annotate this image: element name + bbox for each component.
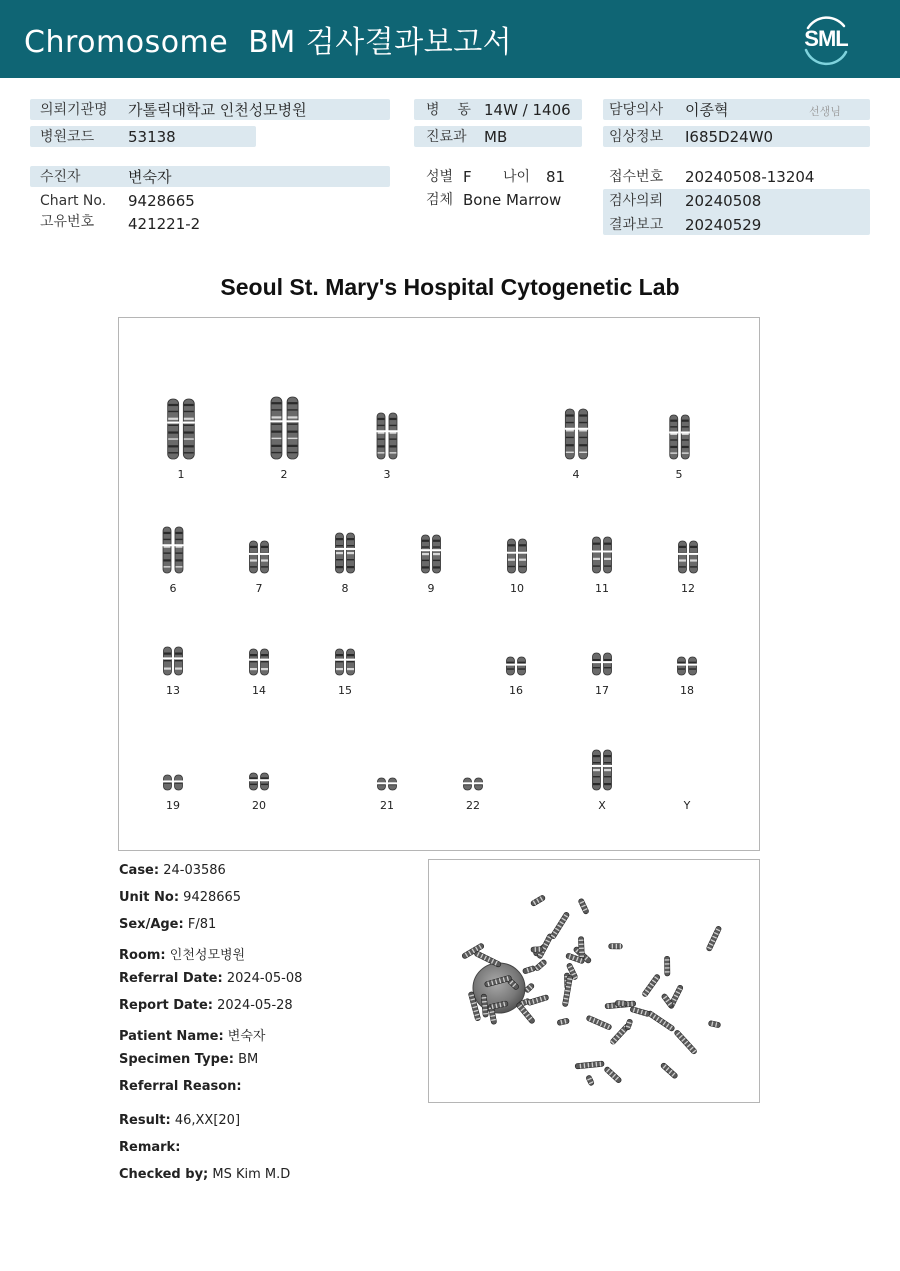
department-value: MB [484,128,508,146]
chromosome-label-15: 15 [338,684,352,697]
chart-no-value: 9428665 [128,192,195,210]
unit-no-row [119,890,241,905]
chromosome-label-17: 17 [595,684,609,697]
remark-row [119,1140,180,1155]
unit-no-label: Unit No: [119,890,180,905]
institution-value: 가톨릭대학교 인천성모병원 [128,101,307,119]
chromosome-pair-18 [675,656,699,676]
karyogram-panel [118,317,760,851]
result-label: Result: [119,1113,171,1128]
lab-title: Seoul St. Mary's Hospital Cytogenetic Lab [220,274,680,300]
case-row [119,863,226,878]
specimen-label: 검체 [426,192,454,208]
chromosome-label-6: 6 [169,582,177,595]
department-label: 진료과 [426,129,467,145]
chromosome-label-21: 21 [380,799,394,812]
patient-name-row [119,1025,265,1044]
chromosome-pair-21 [375,777,399,791]
report-title: Chromosome BM 검사결과보고서 [24,25,513,60]
specimen-value: Bone Marrow [463,191,562,209]
doctor-value: 이종혁 [685,101,729,119]
chromosome-label-10: 10 [510,582,524,595]
patient-label: 수진자 [40,169,81,185]
chromosome-pair-17 [590,652,614,676]
request-value: 20240508 [685,192,762,210]
chromosome-pair-20 [247,772,271,791]
result-value: 46,XX[20] [174,1113,241,1128]
bar-patient [30,166,390,187]
room-row [119,944,245,963]
institution-label: 의뢰기관명 [40,102,108,118]
case-label: Case: [119,863,160,878]
chromosome-pair-13 [161,646,185,676]
chromosome-pair-1 [164,398,198,460]
referral-date-label: Referral Date: [119,971,223,986]
sex-value: F [463,168,472,186]
chromosome-label-16: 16 [509,684,523,697]
chromosome-label-4: 4 [572,468,580,481]
checked-by-label: Checked by; [119,1167,209,1182]
header-bar [0,0,900,78]
report-date-label: 결과보고 [609,217,664,233]
chromosome-label-11: 11 [595,582,609,595]
chromosome-label-14: 14 [252,684,266,697]
remark-label: Remark: [119,1140,181,1155]
room-value: 인천성모병원 [169,948,246,963]
receipt-value: 20240508-13204 [685,168,815,186]
chromosome-label-8: 8 [341,582,349,595]
case-value: 24-03586 [163,863,226,878]
chromosome-pair-10 [505,538,529,574]
unique-no-label: 고유번호 [40,214,95,230]
checked-by-value: MS Kim M.D [212,1167,291,1182]
chromosome-label-20: 20 [252,799,266,812]
chromosome-pair-4 [562,408,591,460]
chromosome-label-18: 18 [680,684,694,697]
chromosome-label-Y: Y [683,799,691,812]
receipt-label: 접수번호 [609,169,664,185]
chromosome-pair-15 [333,648,357,676]
room-label: Room: [119,948,166,963]
sex-label: 성별 [426,169,454,185]
checked-by-row [119,1167,290,1182]
age-value: 81 [546,168,566,186]
sex-age-value: F/81 [187,917,217,932]
unit-no-value: 9428665 [183,890,242,905]
logo-text: SML [804,26,848,51]
clinical-value: I685D24W0 [685,128,774,146]
chromosome-label-5: 5 [675,468,683,481]
chromosome-pair-7 [247,540,271,574]
patient-value: 변숙자 [128,168,172,186]
referral-reason-row [119,1079,242,1094]
chromosome-label-1: 1 [177,468,185,481]
request-label: 검사의뢰 [609,193,664,209]
chromosome-label-22: 22 [466,799,480,812]
referral-date-row [119,971,302,986]
chart-no-label: Chart No. [40,193,107,209]
doctor-label: 담당의사 [609,102,664,118]
chromosome-pair-19 [161,774,185,791]
doctor-suffix: 선생님 [809,105,841,118]
report-date-value: 20240529 [685,216,762,234]
chromosome-label-2: 2 [280,468,288,481]
hospital-code-value: 53138 [128,128,176,146]
chromosome-label-9: 9 [427,582,435,595]
sex-age-label: Sex/Age: [119,917,184,932]
hospital-code-label: 병원코드 [40,129,95,145]
chromosome-label-3: 3 [383,468,391,481]
patient-name-label: Patient Name: [119,1029,224,1044]
metaphase-spread-icon [429,860,759,1102]
patient-name-value: 변숙자 [227,1029,266,1044]
chromosome-pair-2 [267,396,302,460]
age-label: 나이 [503,169,531,185]
referral-reason-label: Referral Reason: [119,1079,242,1094]
chromosome-pair-3 [374,412,400,460]
sml-logo [796,12,856,66]
report-date-label-2: Report Date: [119,998,214,1013]
chromosome-label-12: 12 [681,582,695,595]
ward-label: 병 동 [426,102,471,118]
chromosome-pair-14 [247,648,271,676]
chromosome-pair-5 [667,414,692,460]
chromosome-pair-11 [590,536,614,574]
chromosome-label-7: 7 [255,582,263,595]
unique-no-value: 421221-2 [128,215,201,233]
specimen-type-label: Specimen Type: [119,1052,234,1067]
report-date-value-2: 2024-05-28 [217,998,293,1013]
metaphase-image [428,859,760,1103]
clinical-label: 임상정보 [609,129,664,145]
chromosome-pair-12 [676,540,700,574]
specimen-type-row [119,1052,258,1067]
result-row [119,1113,240,1128]
sex-age-row [119,917,216,932]
report-date-row [119,998,293,1013]
chromosome-pair-16 [504,656,528,676]
chromosome-label-13: 13 [166,684,180,697]
chromosome-label-19: 19 [166,799,180,812]
chromosome-pair-9 [419,534,443,574]
chromosome-label-X: X [598,799,606,812]
chromosome-pair-6 [160,526,186,574]
ward-value: 14W / 1406 [484,101,571,119]
chromosome-pair-X [590,749,614,791]
chromosome-pair-22 [461,777,485,791]
referral-date-value: 2024-05-08 [226,971,303,986]
chromosome-pair-8 [333,532,357,574]
specimen-type-value: BM [238,1052,259,1067]
